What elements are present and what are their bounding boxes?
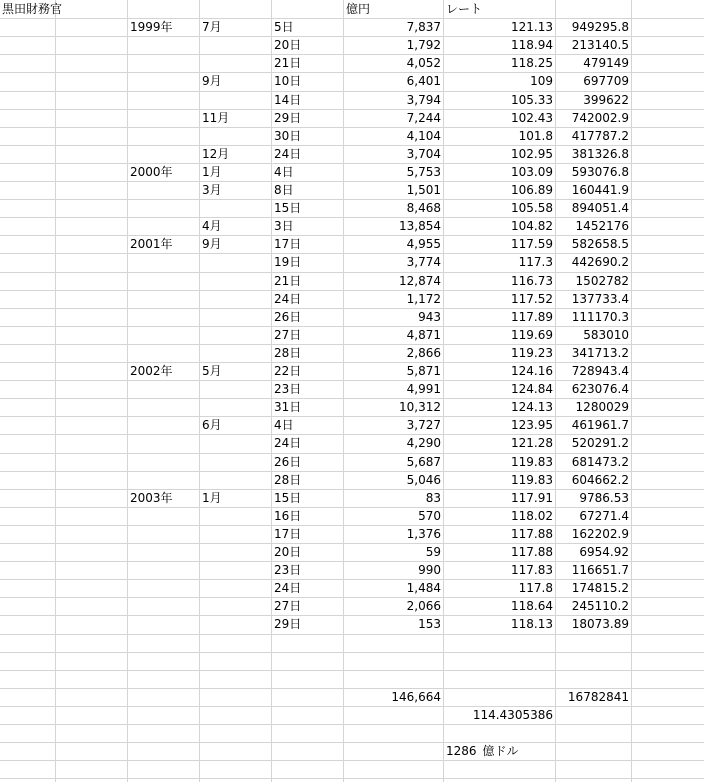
row-gridline	[0, 652, 704, 653]
product-cell[interactable]: 381326.8	[571, 147, 629, 161]
total-product-cell[interactable]: 16782841	[567, 690, 629, 704]
oku-yen-cell[interactable]: 1,501	[406, 183, 441, 197]
day-cell[interactable]: 24日	[274, 581, 302, 595]
column-gridline	[631, 0, 632, 782]
product-cell[interactable]: 174815.2	[571, 581, 629, 595]
month-cell[interactable]: 11月	[202, 111, 230, 125]
row-gridline	[0, 760, 704, 761]
oku-yen-cell[interactable]: 4,991	[406, 382, 441, 396]
year-cell[interactable]: 2001年	[130, 237, 173, 251]
column-gridline	[55, 0, 56, 782]
day-cell[interactable]: 17日	[274, 237, 302, 251]
rate-cell[interactable]: 117.83	[511, 563, 553, 577]
oku-yen-cell[interactable]: 3,704	[406, 147, 441, 161]
rate-cell[interactable]: 118.25	[511, 56, 553, 70]
oku-yen-cell[interactable]: 2,866	[406, 346, 441, 360]
oku-yen-cell[interactable]: 6,401	[406, 74, 441, 88]
row-gridline	[0, 634, 704, 635]
day-cell[interactable]: 16日	[274, 509, 302, 523]
rate-cell[interactable]: 118.94	[511, 38, 553, 52]
year-cell[interactable]: 2003年	[130, 491, 173, 505]
day-cell[interactable]: 10日	[274, 74, 302, 88]
rate-cell[interactable]: 117.3	[518, 255, 553, 269]
oku-yen-cell[interactable]: 3,794	[406, 93, 441, 107]
dollar-total-value: 1286	[446, 744, 477, 758]
average-rate-cell[interactable]: 114.4305386	[472, 708, 553, 722]
product-cell[interactable]: 9786.53	[579, 491, 629, 505]
rate-cell[interactable]: 124.16	[511, 364, 553, 378]
oku-yen-cell[interactable]: 4,290	[406, 436, 441, 450]
rate-cell[interactable]: 104.82	[511, 219, 553, 233]
day-cell[interactable]: 19日	[274, 255, 302, 269]
oku-yen-cell[interactable]: 8,468	[406, 201, 441, 215]
day-cell[interactable]: 28日	[274, 473, 302, 487]
oku-yen-cell[interactable]: 570	[418, 509, 441, 523]
rate-cell[interactable]: 118.02	[511, 509, 553, 523]
day-cell[interactable]: 23日	[274, 382, 302, 396]
month-cell[interactable]: 1月	[202, 491, 222, 505]
rate-cell[interactable]: 105.33	[511, 93, 553, 107]
day-cell[interactable]: 31日	[274, 400, 302, 414]
product-cell[interactable]: 111170.3	[571, 310, 629, 324]
year-cell[interactable]: 1999年	[130, 20, 173, 34]
oku-yen-cell[interactable]: 4,871	[406, 328, 441, 342]
rate-cell[interactable]: 103.09	[511, 165, 553, 179]
day-cell[interactable]: 29日	[274, 617, 302, 631]
product-cell[interactable]: 6954.92	[579, 545, 629, 559]
header-rate-cell[interactable]: レート	[446, 2, 483, 16]
rate-cell[interactable]: 117.8	[518, 581, 553, 595]
product-cell[interactable]: 137733.4	[571, 292, 629, 306]
product-cell[interactable]: 949295.8	[571, 20, 629, 34]
oku-yen-cell[interactable]: 4,104	[406, 129, 441, 143]
rate-cell[interactable]: 106.89	[511, 183, 553, 197]
product-cell[interactable]: 623076.4	[571, 382, 629, 396]
month-cell[interactable]: 7月	[202, 20, 222, 34]
day-cell[interactable]: 27日	[274, 599, 302, 613]
product-cell[interactable]: 245110.2	[571, 599, 629, 613]
year-cell[interactable]: 2002年	[130, 364, 173, 378]
product-cell[interactable]: 1502782	[575, 274, 629, 288]
day-cell[interactable]: 27日	[274, 328, 302, 342]
day-cell[interactable]: 28日	[274, 346, 302, 360]
oku-yen-cell[interactable]: 1,376	[406, 527, 441, 541]
product-cell[interactable]: 399622	[583, 93, 629, 107]
oku-yen-cell[interactable]: 943	[418, 310, 441, 324]
sheet-title-cell[interactable]: 黒田財務官	[2, 2, 63, 16]
product-cell[interactable]: 116651.7	[571, 563, 629, 577]
day-cell[interactable]: 29日	[274, 111, 302, 125]
rate-cell[interactable]: 117.88	[511, 545, 553, 559]
product-cell[interactable]: 697709	[583, 74, 629, 88]
oku-yen-cell[interactable]: 59	[425, 545, 441, 559]
header-oku-yen-cell[interactable]: 億円	[346, 2, 371, 16]
rate-cell[interactable]: 124.13	[511, 400, 553, 414]
product-cell[interactable]: 442690.2	[571, 255, 629, 269]
day-cell[interactable]: 15日	[274, 491, 302, 505]
rate-cell[interactable]: 118.13	[511, 617, 553, 631]
rate-cell[interactable]: 121.28	[511, 436, 553, 450]
oku-yen-cell[interactable]: 10,312	[399, 400, 441, 414]
product-cell[interactable]: 67271.4	[579, 509, 629, 523]
day-cell[interactable]: 22日	[274, 364, 302, 378]
oku-yen-cell[interactable]: 5,046	[406, 473, 441, 487]
product-cell[interactable]: 162202.9	[571, 527, 629, 541]
product-cell[interactable]: 728943.4	[571, 364, 629, 378]
dollar-total-cell[interactable]	[444, 742, 631, 760]
product-cell[interactable]: 583010	[583, 328, 629, 342]
rate-cell[interactable]: 102.95	[511, 147, 553, 161]
oku-yen-cell[interactable]: 7,244	[406, 111, 441, 125]
product-cell[interactable]: 604662.2	[571, 473, 629, 487]
rate-cell[interactable]: 119.69	[511, 328, 553, 342]
day-cell[interactable]: 3日	[274, 219, 294, 233]
day-cell[interactable]: 21日	[274, 56, 302, 70]
month-cell[interactable]: 4月	[202, 219, 222, 233]
rate-cell[interactable]: 117.59	[511, 237, 553, 251]
day-cell[interactable]: 20日	[274, 38, 302, 52]
oku-yen-cell[interactable]: 1,484	[406, 581, 441, 595]
oku-yen-cell[interactable]: 83	[425, 491, 441, 505]
oku-yen-cell[interactable]: 13,854	[399, 219, 441, 233]
rate-cell[interactable]: 102.43	[511, 111, 553, 125]
day-cell[interactable]: 30日	[274, 129, 302, 143]
product-cell[interactable]: 582658.5	[571, 237, 629, 251]
product-cell[interactable]: 894051.4	[571, 201, 629, 215]
day-cell[interactable]: 4日	[274, 418, 294, 432]
rate-cell[interactable]: 118.64	[511, 599, 553, 613]
product-cell[interactable]: 479149	[583, 56, 629, 70]
day-cell[interactable]: 24日	[274, 436, 302, 450]
month-cell[interactable]: 1月	[202, 165, 222, 179]
row-gridline	[0, 724, 704, 725]
month-cell[interactable]: 3月	[202, 183, 222, 197]
month-cell[interactable]: 6月	[202, 418, 222, 432]
product-cell[interactable]: 681473.2	[571, 455, 629, 469]
product-cell[interactable]: 520291.2	[571, 436, 629, 450]
product-cell[interactable]: 160441.9	[571, 183, 629, 197]
day-cell[interactable]: 17日	[274, 527, 302, 541]
total-oku-yen-cell[interactable]: 146,664	[391, 690, 441, 704]
oku-yen-cell[interactable]: 4,955	[406, 237, 441, 251]
rate-cell[interactable]: 119.23	[511, 346, 553, 360]
rate-cell[interactable]: 109	[530, 74, 553, 88]
oku-yen-cell[interactable]: 3,727	[406, 418, 441, 432]
day-cell[interactable]: 24日	[274, 147, 302, 161]
month-cell[interactable]: 12月	[202, 147, 230, 161]
rate-cell[interactable]: 119.83	[511, 455, 553, 469]
rate-cell[interactable]: 117.89	[511, 310, 553, 324]
rate-cell[interactable]: 117.91	[511, 491, 553, 505]
oku-yen-cell[interactable]: 7,837	[406, 20, 441, 34]
product-cell[interactable]: 417787.2	[571, 129, 629, 143]
day-cell[interactable]: 5日	[274, 20, 294, 34]
day-cell[interactable]: 20日	[274, 545, 302, 559]
rate-cell[interactable]: 116.73	[511, 274, 553, 288]
product-cell[interactable]: 341713.2	[571, 346, 629, 360]
rate-cell[interactable]: 119.83	[511, 473, 553, 487]
rate-cell[interactable]: 101.8	[518, 129, 553, 143]
rate-cell[interactable]: 121.13	[511, 20, 553, 34]
month-cell[interactable]: 9月	[202, 74, 222, 88]
product-cell[interactable]: 593076.8	[571, 165, 629, 179]
row-gridline	[0, 778, 704, 779]
rate-cell[interactable]: 123.95	[511, 418, 553, 432]
product-cell[interactable]: 1452176	[575, 219, 629, 233]
day-cell[interactable]: 8日	[274, 183, 294, 197]
rate-cell[interactable]: 117.52	[511, 292, 553, 306]
month-cell[interactable]: 5月	[202, 364, 222, 378]
month-cell[interactable]: 9月	[202, 237, 222, 251]
dollar-unit-label: 億ドル	[482, 744, 519, 758]
day-cell[interactable]: 4日	[274, 165, 294, 179]
row-gridline	[0, 670, 704, 671]
product-cell[interactable]: 461961.7	[571, 418, 629, 432]
row-gridline	[0, 706, 704, 707]
rate-cell[interactable]: 105.58	[511, 201, 553, 215]
oku-yen-cell[interactable]: 5,871	[406, 364, 441, 378]
oku-yen-cell[interactable]: 4,052	[406, 56, 441, 70]
product-cell[interactable]: 1280029	[575, 400, 629, 414]
product-cell[interactable]: 18073.89	[571, 617, 629, 631]
day-cell[interactable]: 26日	[274, 310, 302, 324]
oku-yen-cell[interactable]: 5,753	[406, 165, 441, 179]
oku-yen-cell[interactable]: 5,687	[406, 455, 441, 469]
oku-yen-cell[interactable]: 12,874	[399, 274, 441, 288]
rate-cell[interactable]: 124.84	[511, 382, 553, 396]
oku-yen-cell[interactable]: 153	[418, 617, 441, 631]
day-cell[interactable]: 23日	[274, 563, 302, 577]
day-cell[interactable]: 14日	[274, 93, 302, 107]
day-cell[interactable]: 15日	[274, 201, 302, 215]
oku-yen-cell[interactable]: 3,774	[406, 255, 441, 269]
day-cell[interactable]: 24日	[274, 292, 302, 306]
day-cell[interactable]: 26日	[274, 455, 302, 469]
product-cell[interactable]: 213140.5	[571, 38, 629, 52]
year-cell[interactable]: 2000年	[130, 165, 173, 179]
column-gridline	[127, 0, 128, 782]
oku-yen-cell[interactable]: 1,172	[406, 292, 441, 306]
rate-cell[interactable]: 117.88	[511, 527, 553, 541]
oku-yen-cell[interactable]: 990	[418, 563, 441, 577]
oku-yen-cell[interactable]: 2,066	[406, 599, 441, 613]
oku-yen-cell[interactable]: 1,792	[406, 38, 441, 52]
day-cell[interactable]: 21日	[274, 274, 302, 288]
product-cell[interactable]: 742002.9	[571, 111, 629, 125]
